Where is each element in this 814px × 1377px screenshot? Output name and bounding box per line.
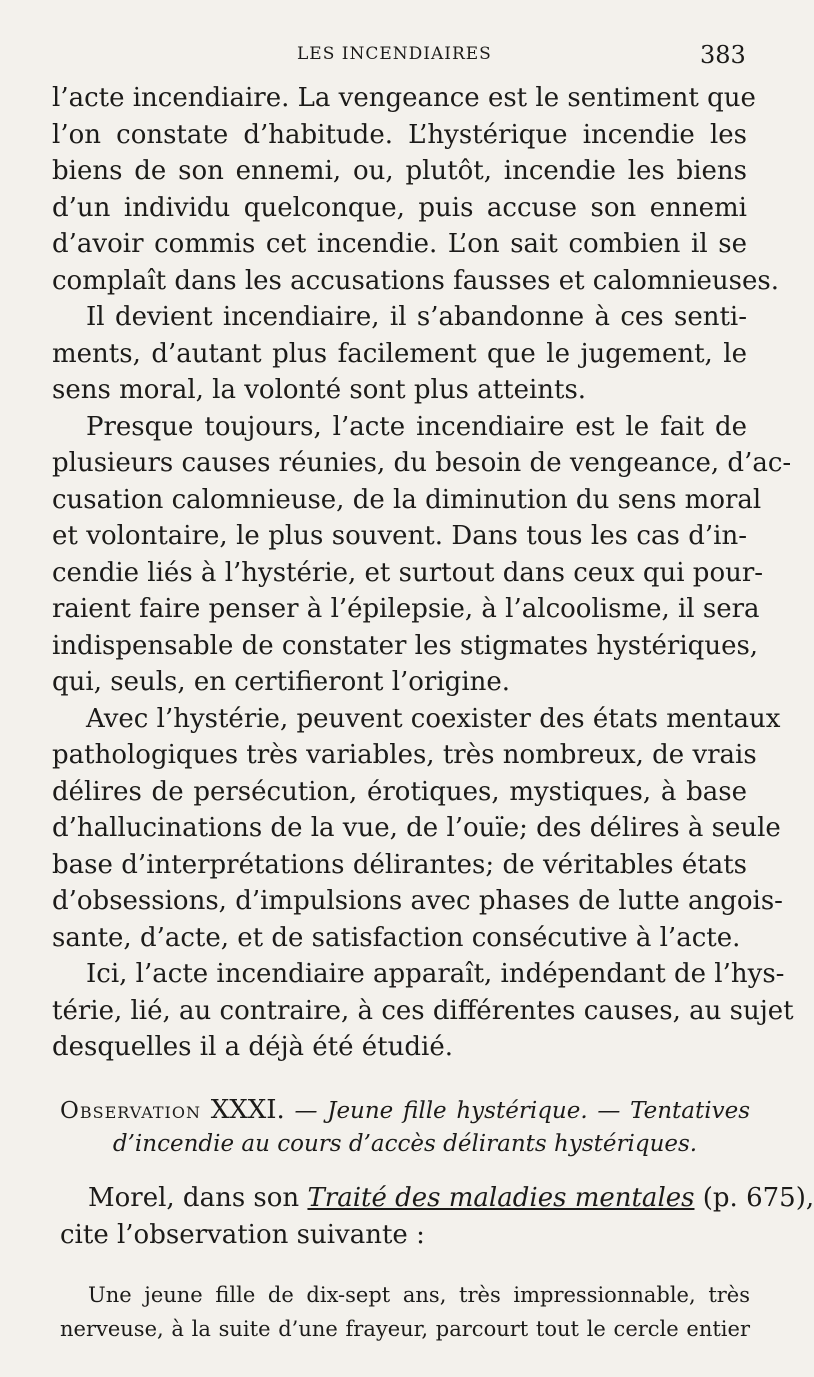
observation-heading bbox=[60, 1093, 750, 1161]
text-line: l’acte incendiaire. La vengeance est le sentiment que bbox=[52, 83, 756, 113]
text-line: d’un individu quelconque, puis accuse son ennemi bbox=[52, 192, 747, 223]
text-line: l’on constate d’habitude. L’hystérique incendie les bbox=[52, 119, 747, 150]
text-span: (p. 675), bbox=[694, 1183, 814, 1213]
quoted-observation bbox=[60, 1278, 750, 1346]
text-line: sens moral, la volonté sont plus atteints. bbox=[52, 375, 587, 405]
observation-number: XXXI. bbox=[210, 1095, 285, 1125]
main-text bbox=[52, 80, 794, 1066]
text-line: Il devient incendiaire, il s’abandonne à ces senti- bbox=[86, 302, 747, 332]
text-line: cusation calomnieuse, de la diminution du sens moral bbox=[52, 484, 762, 515]
text-line: ments, d’autant plus facilement que le jugement, le bbox=[52, 338, 747, 369]
text-line: biens de son ennemi, ou, plutôt, incendie les biens bbox=[52, 156, 747, 186]
text-line: qui, seuls, en certifieront l’origine. bbox=[52, 667, 511, 697]
text-line: raient faire penser à l’épilepsie, à l’alcoolisme, il sera bbox=[52, 594, 760, 624]
text-line: desquelles il a déjà été étudié. bbox=[52, 1032, 453, 1062]
text-line: Avec l’hystérie, peuvent coexister des états mentaux bbox=[86, 703, 781, 734]
text-line: indispensable de constater les stigmates hystériques, bbox=[52, 630, 759, 661]
text-span: Morel, dans son bbox=[88, 1183, 308, 1213]
observation-title-continued: d’incendie au cours d’accès délirants hystériques. bbox=[112, 1131, 698, 1157]
text-line: cendie liés à l’hystérie, et surtout dans ceux qui pour- bbox=[52, 557, 764, 588]
quote-line: nerveuse, à la suite d’une frayeur, parcourt tout le cercle entier bbox=[60, 1317, 750, 1341]
text-line: d’obsessions, d’impulsions avec phases de lutte angois- bbox=[52, 886, 783, 916]
text-line: base d’interprétations délirantes; de véritables états bbox=[52, 849, 747, 880]
observation-heading-line bbox=[60, 1093, 750, 1127]
running-header bbox=[0, 41, 800, 74]
book-title: Traité des maladies mentales bbox=[307, 1183, 695, 1213]
morel-paragraph bbox=[60, 1180, 814, 1253]
text-line: Presque toujours, l’acte incendiaire est le fait de bbox=[86, 411, 747, 442]
running-title: LES INCENDIAIRES bbox=[297, 44, 492, 64]
text-line: complaît dans les accusations fausses et calomnieuses. bbox=[52, 265, 780, 296]
text-line: d’hallucinations de la vue, de l’ouïe; des délires à seule bbox=[52, 813, 781, 843]
observation-label: Observation bbox=[60, 1098, 201, 1124]
text-line: d’avoir commis cet incendie. L’on sait combien il se bbox=[52, 229, 747, 259]
quote-line: Une jeune fille de dix-sept ans, très impressionnable, très bbox=[88, 1283, 750, 1307]
text-line: et volontaire, le plus souvent. Dans tous les cas d’in- bbox=[52, 521, 747, 551]
text-line bbox=[60, 1180, 814, 1217]
observation-title: — Jeune fille hystérique. — Tentatives bbox=[294, 1098, 751, 1124]
text-line: pathologiques très variables, très nombreux, de vrais bbox=[52, 740, 757, 770]
text-line: délires de persécution, érotiques, mystiques, à base bbox=[52, 776, 747, 807]
text-line: sante, d’acte, et de satisfaction consécutive à l’acte. bbox=[52, 922, 741, 953]
page-number: 383 bbox=[700, 41, 746, 69]
text-line: Ici, l’acte incendiaire apparaît, indépendant de l’hys- bbox=[86, 959, 785, 989]
text-line: plusieurs causes réunies, du besoin de vengeance, d’ac- bbox=[52, 448, 792, 478]
text-line: térie, lié, au contraire, à ces différentes causes, au sujet bbox=[52, 995, 794, 1026]
text-line: cite l’observation suivante : bbox=[60, 1219, 425, 1250]
